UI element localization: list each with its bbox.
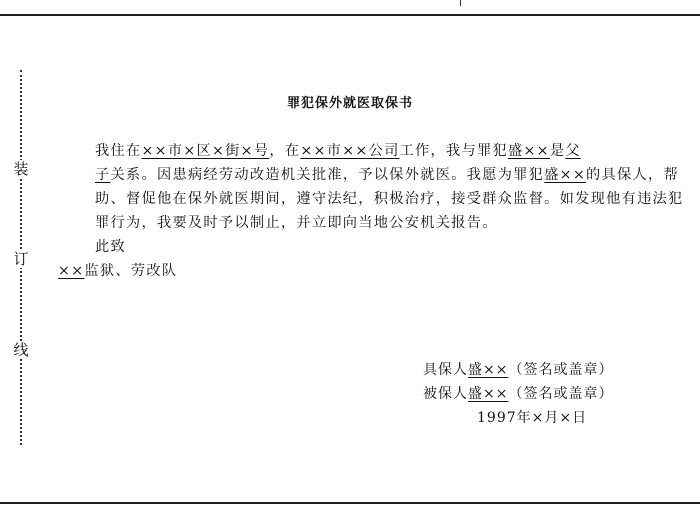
- top-tick-mark: [460, 0, 461, 6]
- text-comma: ，在: [269, 143, 301, 159]
- text-rest-2: 的具保人，帮助、督促他在保外就医期间，遵守法纪，积极治疗，接受群众监督。如发现他有违法犯罪行为，我要及时予以制止，并立即向当地公安机关报告。: [95, 167, 684, 231]
- guarantor-company: ××市××公司: [300, 143, 400, 159]
- binding-char-xian: 线: [13, 341, 29, 359]
- guarantor-sign-note: （签名或盖章）: [508, 362, 614, 378]
- text-intro: 我住在: [95, 143, 142, 159]
- bottom-rule: [0, 502, 700, 504]
- binding-char-ding: 订: [13, 250, 29, 268]
- prisoner-name: 盛××: [507, 143, 550, 159]
- text-rest-1: 关系。因患病经劳动改造机关批准，予以保外就医。我愿为罪犯: [110, 167, 545, 183]
- top-rule: [0, 14, 700, 16]
- guarantor-line: [423, 358, 663, 382]
- guarantor-address: ××市×区×街×号: [141, 143, 270, 159]
- guarantor-name: 盛××: [468, 362, 509, 378]
- binding-char-zhuang: 装: [13, 160, 29, 178]
- guarantee-paragraph: [58, 139, 684, 235]
- recipient-prefix: ××: [58, 263, 85, 279]
- relationship-part-2: 子: [95, 167, 111, 183]
- salutation: 此致: [95, 239, 126, 255]
- guarantor-label: 具保人: [423, 362, 468, 378]
- signature-block: [423, 358, 663, 430]
- guaranteed-name: 盛××: [468, 386, 509, 402]
- text-is: 是: [549, 143, 566, 159]
- prisoner-name-2: 盛××: [544, 167, 587, 183]
- document-title: 罪犯保外就医取保书: [286, 96, 413, 111]
- guaranteed-sign-note: （签名或盖章）: [508, 386, 614, 402]
- document-date: 1997年×月×日: [477, 410, 588, 426]
- document-body: [58, 139, 684, 283]
- recipient-rest: 监狱、劳改队: [84, 263, 178, 279]
- guaranteed-line: [423, 382, 663, 406]
- guaranteed-label: 被保人: [423, 386, 468, 402]
- text-work: 工作，我与罪犯: [399, 143, 508, 159]
- recipient: [58, 259, 684, 283]
- relationship-part-1: 父: [565, 143, 581, 159]
